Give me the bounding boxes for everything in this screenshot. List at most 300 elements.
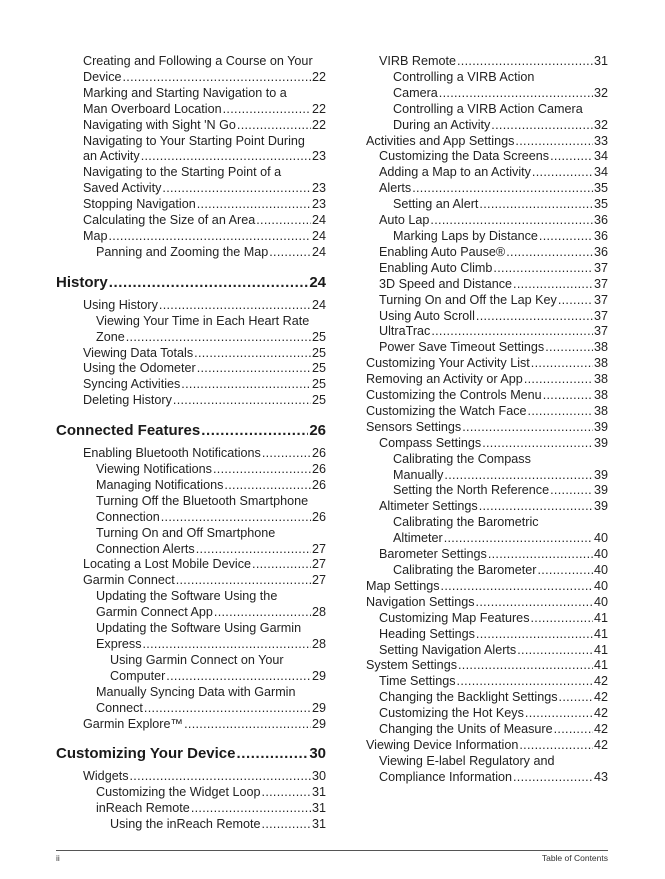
toc-entry-text: UltraTrac: [379, 324, 431, 339]
toc-right-column: [366, 54, 608, 786]
dot-leader: [236, 745, 308, 763]
toc-page-number: 39: [593, 419, 608, 434]
dot-leader: [457, 54, 593, 70]
toc-entry-text: Calibrating the Barometer: [393, 563, 537, 577]
dot-leader: [550, 149, 593, 165]
toc-entry-text: Connected Features: [56, 422, 201, 440]
toc-page-number: 39: [593, 483, 608, 498]
toc-entry-text: Marking and Starting Navigation to a: [83, 85, 287, 100]
dot-leader: [528, 404, 593, 420]
toc-entry[interactable]: [56, 197, 326, 213]
toc-page-number: 37: [593, 276, 608, 291]
toc-page-number: 27: [311, 541, 326, 556]
dot-leader: [515, 134, 593, 150]
toc-entry-text: Navigating with Sight 'N Go: [83, 117, 236, 132]
dot-leader: [506, 245, 593, 261]
toc-page-number: 22: [311, 117, 326, 132]
footer-divider: [56, 850, 608, 851]
toc-entry[interactable]: [366, 181, 608, 197]
dot-leader: [558, 293, 593, 309]
toc-entry[interactable]: [366, 356, 608, 372]
toc-page-number: 28: [311, 605, 326, 620]
dot-leader: [197, 361, 311, 377]
toc-entry[interactable]: [366, 420, 608, 436]
toc-page-number: 26: [309, 422, 326, 440]
toc-entry-text: Altimeter: [393, 531, 443, 546]
toc-page-number: 25: [311, 361, 326, 376]
toc-page-number: 42: [593, 690, 608, 705]
toc-entry[interactable]: [56, 801, 326, 817]
toc-entry-text: Enabling Auto Climb: [379, 260, 493, 275]
toc-entry-text: inReach Remote: [96, 801, 190, 816]
dot-leader: [214, 605, 311, 621]
toc-entry-text: Panning and Zooming the Map: [96, 244, 269, 259]
toc-entry-text: Connection: [96, 509, 160, 524]
toc-entry-text: Manually: [393, 467, 444, 482]
toc-page-number: 23: [311, 181, 326, 196]
toc-page-number: 41: [593, 642, 608, 657]
dot-leader: [197, 197, 311, 213]
toc-entry[interactable]: [56, 86, 326, 118]
toc-entry-text: Viewing Device Information: [366, 737, 519, 752]
dot-leader: [109, 229, 311, 245]
toc-entry-text: Setting Navigation Alerts: [379, 642, 517, 657]
toc-entry[interactable]: [56, 769, 326, 785]
toc-entry-text: Changing the Units of Measure: [379, 722, 553, 737]
toc-entry-text: Customizing the Hot Keys: [379, 706, 524, 721]
toc-entry-text: Customizing the Watch Face: [366, 403, 527, 418]
toc-page-number: 24: [311, 228, 326, 243]
toc-entry[interactable]: [366, 309, 608, 325]
toc-entry-text: Using History: [83, 297, 158, 312]
toc-entry[interactable]: [366, 436, 608, 452]
toc-entry[interactable]: [366, 738, 608, 754]
toc-entry-text: Widgets: [83, 769, 129, 784]
dot-leader: [184, 717, 311, 733]
toc-entry[interactable]: [366, 245, 608, 261]
toc-entry[interactable]: [56, 118, 326, 134]
toc-section-heading[interactable]: [56, 274, 326, 292]
toc-entry[interactable]: [366, 547, 608, 563]
toc-page-number: 39: [593, 499, 608, 514]
dot-leader: [462, 420, 593, 436]
toc-entry[interactable]: [56, 346, 326, 362]
toc-entry[interactable]: [366, 165, 608, 181]
toc-entry[interactable]: [56, 229, 326, 245]
toc-entry[interactable]: [366, 277, 608, 293]
dot-leader: [176, 573, 311, 589]
toc-page-number: 40: [593, 578, 608, 593]
dot-leader: [144, 701, 311, 717]
toc-entry-text: Customizing Your Device: [56, 745, 236, 763]
toc-entry-text: Power Save Timeout Settings: [379, 340, 545, 355]
toc-entry-text: Garmin Connect App: [96, 605, 213, 620]
toc-page-number: 34: [593, 149, 608, 164]
dot-leader: [252, 557, 311, 573]
toc-entry[interactable]: [56, 494, 326, 526]
toc-page-number: 29: [311, 700, 326, 715]
toc-entry-text: Activities and App Settings: [366, 133, 515, 148]
toc-page-number: 25: [311, 345, 326, 360]
toc-section-heading[interactable]: [56, 745, 326, 763]
toc-entry-text: Device: [83, 69, 122, 84]
dot-leader: [479, 499, 593, 515]
toc-entry[interactable]: [366, 293, 608, 309]
toc-entry[interactable]: [366, 611, 608, 627]
toc-entry[interactable]: [366, 404, 608, 420]
dot-leader: [538, 563, 593, 579]
toc-entry[interactable]: [56, 785, 326, 801]
toc-entry-text: Express: [96, 637, 142, 651]
toc-entry-text: Garmin Connect: [83, 573, 175, 588]
dot-leader: [479, 197, 593, 213]
toc-page-number: 25: [311, 377, 326, 392]
toc-entry-text: Turning On and Off Smartphone: [96, 525, 276, 540]
toc-entry-text: Calibrating the Compass: [393, 451, 531, 466]
dot-leader: [491, 118, 593, 134]
dot-leader: [130, 769, 311, 785]
toc-page-number: 30: [311, 769, 326, 784]
toc-entry-text: VIRB Remote: [379, 54, 456, 68]
toc-page-number: 37: [593, 260, 608, 275]
toc-entry[interactable]: [366, 658, 608, 674]
toc-page-number: 24: [311, 213, 326, 228]
dot-leader: [559, 690, 593, 706]
toc-entry-text: Using the Odometer: [83, 361, 196, 376]
toc-entry[interactable]: [366, 483, 608, 499]
dot-leader: [201, 422, 308, 440]
toc-entry-text: Updating the Software Using Garmin: [96, 621, 302, 636]
toc-page-number: 28: [311, 637, 326, 651]
toc-entry[interactable]: [56, 377, 326, 393]
toc-page-number: 31: [311, 801, 326, 816]
toc-entry[interactable]: [366, 54, 608, 70]
toc-entry-text: Customizing Map Features: [379, 610, 530, 625]
dot-leader: [476, 627, 593, 643]
toc-entry-text: Deleting History: [83, 393, 172, 408]
toc-page-number: 31: [311, 785, 326, 800]
toc-page-number: 39: [593, 435, 608, 450]
toc-entry[interactable]: [56, 213, 326, 229]
dot-leader: [196, 542, 311, 558]
toc-page-number: 31: [593, 54, 608, 68]
toc-entry[interactable]: [56, 462, 326, 478]
toc-page-number: 22: [311, 69, 326, 84]
toc-page-number: 32: [593, 85, 608, 100]
dot-leader: [457, 674, 593, 690]
toc-page-number: 27: [311, 573, 326, 588]
dot-leader: [531, 611, 593, 627]
toc-entry[interactable]: [366, 324, 608, 340]
dot-leader: [493, 261, 593, 277]
dot-leader: [545, 340, 593, 356]
toc-page-number: 25: [311, 393, 326, 408]
toc-entry-text: Viewing Data Totals: [83, 345, 194, 360]
toc-entry[interactable]: [366, 515, 608, 547]
dot-leader: [517, 643, 593, 659]
toc-entry[interactable]: [366, 261, 608, 277]
toc-page-number: 37: [593, 292, 608, 307]
toc-page-number: 40: [593, 531, 608, 546]
toc-entry-text: Calibrating the Barometric: [393, 515, 539, 530]
toc-page-number: 38: [593, 403, 608, 418]
toc-entry-text: Navigating to Your Starting Point During: [83, 133, 305, 148]
toc-entry[interactable]: [56, 717, 326, 733]
toc-page-number: 42: [593, 722, 608, 737]
toc-entry[interactable]: [56, 817, 326, 833]
toc-entry-text: Alerts: [379, 181, 412, 196]
toc-entry-text: Saved Activity: [83, 181, 162, 196]
dot-leader: [444, 531, 593, 547]
toc-entry[interactable]: [56, 314, 326, 346]
dot-leader: [543, 388, 593, 404]
dot-leader: [173, 393, 311, 409]
toc-entry[interactable]: [366, 340, 608, 356]
toc-entry-text: Connection Alerts: [96, 541, 195, 556]
toc-page-number: 29: [311, 668, 326, 683]
toc-entry-text: Changing the Backlight Settings: [379, 690, 558, 705]
toc-page-number: 29: [311, 716, 326, 731]
toc-entry[interactable]: [56, 361, 326, 377]
toc-entry-text: During an Activity: [393, 117, 491, 132]
toc-entry-text: an Activity: [83, 149, 140, 164]
toc-entry-text: Viewing Notifications: [96, 462, 212, 477]
toc-page-number: 40: [593, 594, 608, 609]
dot-leader: [488, 547, 593, 563]
toc-entry[interactable]: [366, 229, 608, 245]
dot-leader: [194, 346, 311, 362]
toc-entry-text: Using Auto Scroll: [379, 308, 475, 323]
toc-entry-text: Connect: [96, 700, 143, 715]
dot-leader: [262, 785, 311, 801]
toc-entry[interactable]: [56, 298, 326, 314]
toc-entry[interactable]: [56, 54, 326, 86]
toc-entry[interactable]: [56, 478, 326, 494]
toc-entry-text: Controlling a VIRB Action: [393, 69, 535, 84]
toc-page-number: 37: [593, 324, 608, 339]
toc-page-number: 41: [593, 610, 608, 625]
toc-entry[interactable]: [366, 70, 608, 102]
toc-entry-text: Altimeter Settings: [379, 499, 478, 514]
toc-entry[interactable]: [366, 674, 608, 690]
toc-entry-text: Viewing E-label Regulatory and: [379, 753, 555, 768]
toc-entry[interactable]: [366, 149, 608, 165]
dot-leader: [430, 213, 593, 229]
toc-entry-text: History: [56, 273, 108, 291]
dot-leader: [162, 181, 311, 197]
dot-leader: [123, 70, 311, 86]
toc-entry[interactable]: [366, 134, 608, 150]
toc-page-number: 27: [311, 557, 326, 572]
toc-page-number: 26: [311, 509, 326, 524]
toc-page-number: 39: [593, 467, 608, 482]
toc-entry-text: Calculating the Size of an Area: [83, 213, 256, 228]
toc-page-number: 41: [593, 658, 608, 673]
dot-leader: [519, 738, 593, 754]
dot-leader: [441, 579, 593, 595]
toc-entry[interactable]: [366, 452, 608, 484]
toc-entry[interactable]: [366, 754, 608, 786]
toc-entry-text: Barometer Settings: [379, 547, 487, 562]
toc-page-number: 38: [593, 340, 608, 355]
toc-page-number: 35: [593, 197, 608, 212]
dot-leader: [143, 637, 311, 653]
toc-page-number: 24: [311, 244, 326, 259]
toc-page-number: 26: [311, 477, 326, 492]
toc-entry-text: Setting an Alert: [393, 197, 479, 212]
dot-leader: [109, 274, 309, 292]
toc-entry[interactable]: [366, 197, 608, 213]
toc-entry[interactable]: [56, 573, 326, 589]
toc-page-number: 24: [309, 273, 326, 291]
toc-page-number: 36: [593, 213, 608, 228]
toc-entry[interactable]: [366, 499, 608, 515]
dot-leader: [482, 436, 593, 452]
toc-entry-text: Enabling Bluetooth Notifications: [83, 446, 261, 461]
toc-entry[interactable]: [56, 446, 326, 462]
dot-leader: [213, 462, 311, 478]
toc-entry-text: Turning Off the Bluetooth Smartphone: [96, 493, 309, 508]
toc-page-number: 36: [593, 244, 608, 259]
toc-entry-text: Stopping Navigation: [83, 197, 196, 212]
toc-entry[interactable]: [56, 589, 326, 621]
toc-entry[interactable]: [366, 722, 608, 738]
dot-leader: [476, 309, 593, 325]
toc-entry-text: Navigating to the Starting Point of a: [83, 165, 282, 180]
toc-entry-text: Using Garmin Connect on Your: [110, 652, 284, 667]
dot-leader: [191, 801, 311, 817]
toc-entry[interactable]: [366, 706, 608, 722]
toc-section-heading[interactable]: [56, 422, 326, 440]
dot-leader: [269, 245, 311, 261]
toc-entry-text: Customizing the Data Screens: [379, 149, 550, 164]
toc-page-number: 40: [593, 547, 608, 562]
toc-entry[interactable]: [366, 388, 608, 404]
dot-leader: [166, 669, 311, 685]
toc-entry[interactable]: [56, 393, 326, 409]
dot-leader: [161, 510, 311, 526]
toc-entry-text: Zone: [96, 329, 125, 344]
toc-page-number: 40: [593, 563, 608, 577]
toc-page-number: 24: [311, 297, 326, 312]
toc-entry[interactable]: [56, 165, 326, 197]
toc-entry[interactable]: [56, 621, 326, 653]
toc-entry[interactable]: [56, 685, 326, 717]
toc-entry-text: System Settings: [366, 658, 457, 673]
toc-page-number: 42: [593, 706, 608, 721]
dot-leader: [431, 324, 593, 340]
toc-entry[interactable]: [366, 213, 608, 229]
toc-page-number: 38: [593, 372, 608, 387]
dot-leader: [531, 356, 593, 372]
toc-page-number: 31: [311, 817, 326, 832]
toc-entry-text: Syncing Activities: [83, 377, 181, 392]
toc-entry[interactable]: [56, 245, 326, 261]
toc-page-number: 32: [593, 117, 608, 132]
footer-label: Table of Contents: [541, 853, 608, 863]
dot-leader: [554, 722, 593, 738]
toc-page-number: 38: [593, 356, 608, 371]
toc-entry-text: Turning On and Off the Lap Key: [379, 292, 557, 307]
footer-page-number: ii: [56, 853, 60, 863]
dot-leader: [513, 770, 593, 786]
toc-page-number: 38: [593, 388, 608, 403]
toc-entry-text: Enabling Auto Pause®: [379, 244, 506, 259]
toc-entry[interactable]: [366, 595, 608, 611]
toc-entry[interactable]: [366, 102, 608, 134]
toc-entry-text: Auto Lap: [379, 213, 430, 228]
toc-entry-text: Map: [83, 228, 108, 243]
toc-page-number: 26: [311, 462, 326, 477]
toc-entry[interactable]: [366, 643, 608, 659]
dot-leader: [444, 468, 593, 484]
toc-entry-text: Controlling a VIRB Action Camera: [393, 101, 583, 116]
toc-entry-text: Managing Notifications: [96, 477, 224, 492]
toc-entry[interactable]: [56, 557, 326, 573]
toc-entry-text: Manually Syncing Data with Garmin: [96, 684, 296, 699]
dot-leader: [256, 213, 311, 229]
dot-leader: [476, 595, 593, 611]
toc-entry[interactable]: [366, 690, 608, 706]
toc-entry[interactable]: [366, 372, 608, 388]
dot-leader: [159, 298, 311, 314]
toc-entry-text: Setting the North Reference: [393, 483, 550, 498]
dot-leader: [532, 165, 593, 181]
toc-entry[interactable]: [366, 627, 608, 643]
toc-page-number: 41: [593, 626, 608, 641]
toc-page-number: 35: [593, 181, 608, 196]
toc-entry[interactable]: [366, 563, 608, 579]
toc-entry-text: Updating the Software Using the: [96, 589, 278, 604]
dot-leader: [223, 102, 311, 118]
dot-leader: [439, 86, 593, 102]
toc-entry-text: Creating and Following a Course on Your: [83, 54, 313, 68]
toc-entry-text: Heading Settings: [379, 626, 475, 641]
dot-leader: [550, 483, 593, 499]
toc-entry[interactable]: [56, 526, 326, 558]
toc-left-column: [56, 54, 326, 833]
dot-leader: [539, 229, 593, 245]
toc-page-number: 36: [593, 228, 608, 243]
toc-page-number: 33: [593, 133, 608, 148]
toc-entry-text: Man Overboard Location: [83, 101, 222, 116]
dot-leader: [525, 706, 593, 722]
toc-entry[interactable]: [56, 653, 326, 685]
toc-page-number: 42: [593, 737, 608, 752]
toc-page-number: 22: [311, 101, 326, 116]
dot-leader: [224, 478, 311, 494]
toc-entry-text: Using the inReach Remote: [110, 817, 261, 832]
toc-entry-text: Garmin Explore™: [83, 716, 184, 731]
toc-entry-text: Compass Settings: [379, 435, 482, 450]
toc-entry[interactable]: [366, 579, 608, 595]
toc-entry-text: Locating a Lost Mobile Device: [83, 557, 252, 572]
dot-leader: [262, 446, 311, 462]
toc-entry-text: Sensors Settings: [366, 419, 462, 434]
dot-leader: [126, 330, 311, 346]
toc-entry-text: Time Settings: [379, 674, 456, 689]
toc-entry-text: Camera: [393, 85, 438, 100]
toc-entry-text: Removing an Activity or App: [366, 372, 523, 387]
toc-entry-text: 3D Speed and Distance: [379, 276, 513, 291]
dot-leader: [181, 377, 311, 393]
toc-entry-text: Customizing the Controls Menu: [366, 388, 542, 403]
dot-leader: [262, 817, 311, 833]
toc-entry-text: Map Settings: [366, 578, 440, 593]
toc-entry-text: Adding a Map to an Activity: [379, 165, 531, 180]
toc-entry[interactable]: [56, 134, 326, 166]
toc-page-number: 30: [309, 745, 326, 763]
